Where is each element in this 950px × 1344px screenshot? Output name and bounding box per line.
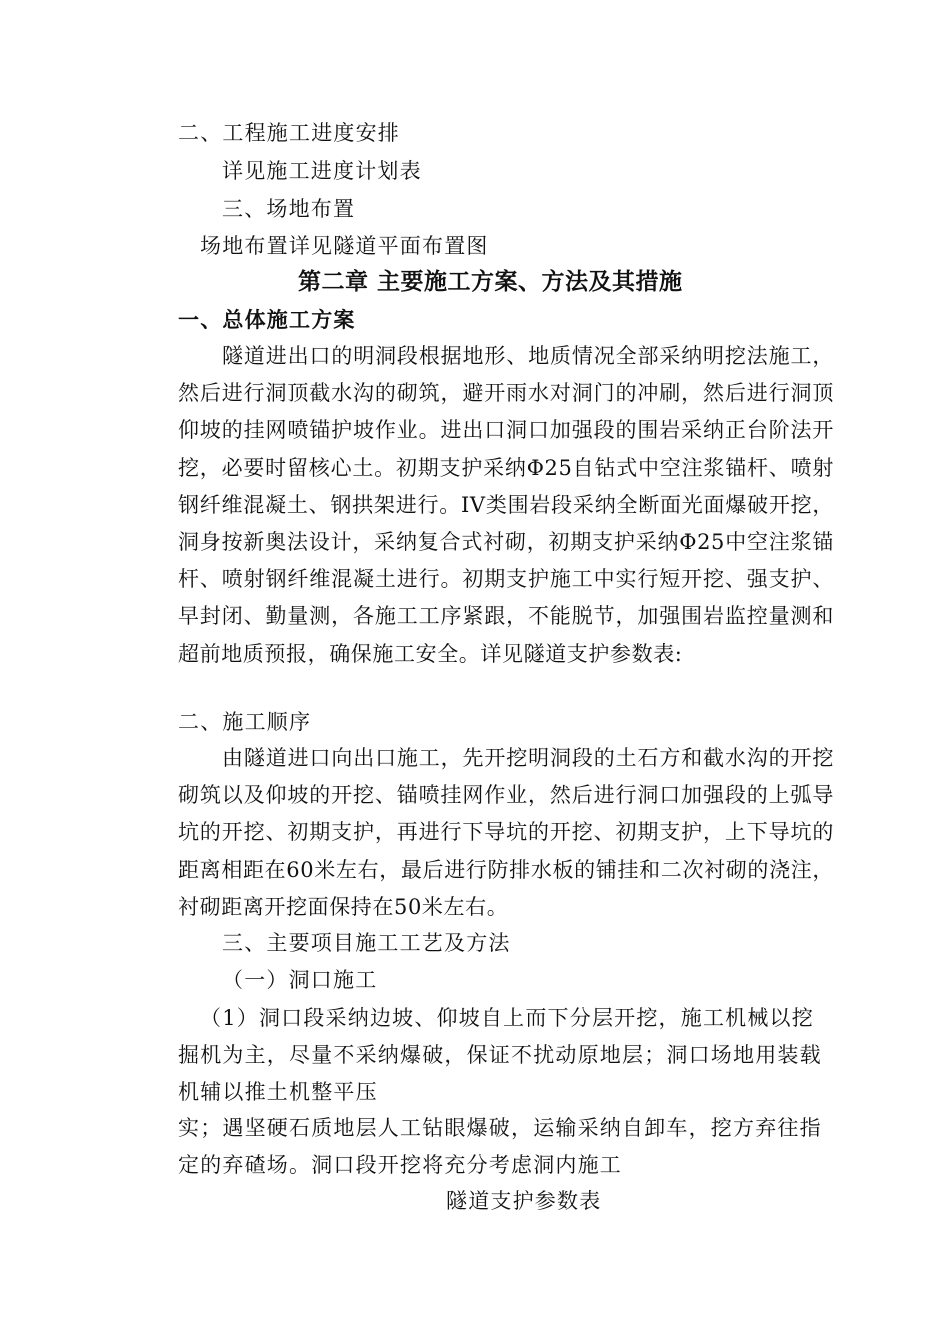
process-heading: 三、主要项目施工工艺及方法: [222, 931, 511, 955]
overall-heading: 一、总体施工方案: [178, 307, 356, 332]
table-caption: 隧道支护参数表: [446, 1189, 602, 1213]
overall-paragraph: 隧道进出口的明洞段根据地形、地质情况全部采纳明挖法施工，然后进行洞顶截水沟的砌筑，避开雨水对洞门的冲刷，然后进行洞顶仰坡的挂网喷锚护坡作业。进出口洞口加强段的围岩采纳正台阶法开挖，必要时留核心土。初期支护采纳Φ25自钻式中空注浆锚杆、喷射钢纤维混凝土、钢拱架进行。IV类围岩段采纳全断面光面爆破开挖，洞身按新奥法设计，采纳复合式衬砌，初期支护采纳Φ25中空注浆锚杆、喷射钢纤维混凝土进行。初期支护施工中实行短开挖、强支护、早封闭、勤量测，各施工工序紧跟，不能脱节，加强围岩监控量测和超前地质预报，确保施工安全。详见隧道支护参数表:: [178, 344, 834, 666]
section-3-text: 场地布置详见隧道平面布置图: [200, 234, 489, 258]
portal-line-5: 定的弃碴场。洞口段开挖将充分考虑洞内施工: [178, 1153, 622, 1177]
sequence-paragraph: 由隧道进口向出口施工，先开挖明洞段的土石方和截水沟的开挖砌筑以及仰坡的开挖、锚喷挂网作业，然后进行洞口加强段的上弧导坑的开挖、初期支护，再进行下导坑的开挖、初期支护，上下导坑的距离相距在60米左右，最后进行防排水板的铺挂和二次衬砌的浇注，衬砌距离开挖面保持在50米左右。: [178, 746, 834, 919]
portal-line-4: 实；遇坚硬石质地层人工钻眼爆破，运输采纳自卸车，挖方弃往指: [178, 1116, 822, 1140]
section-2-text: 详见施工进度计划表: [222, 159, 422, 183]
sequence-heading: 二、施工顺序: [178, 710, 312, 734]
section-2-heading: 二、工程施工进度安排: [178, 121, 400, 145]
portal-line-2: 掘机为主，尽量不采纳爆破，保证不扰动原地层；洞口场地用装载: [178, 1043, 822, 1067]
portal-line-3: 机辅以推土机整平压: [178, 1080, 378, 1104]
section-3-heading: 三、场地布置: [222, 197, 356, 221]
portal-heading: （一）洞口施工: [222, 968, 378, 992]
chapter-title: 第二章 主要施工方案、方法及其措施: [298, 268, 683, 295]
portal-line-1: （1）洞口段采纳边坡、仰坡自上而下分层开挖，施工机械以挖: [200, 1006, 814, 1030]
